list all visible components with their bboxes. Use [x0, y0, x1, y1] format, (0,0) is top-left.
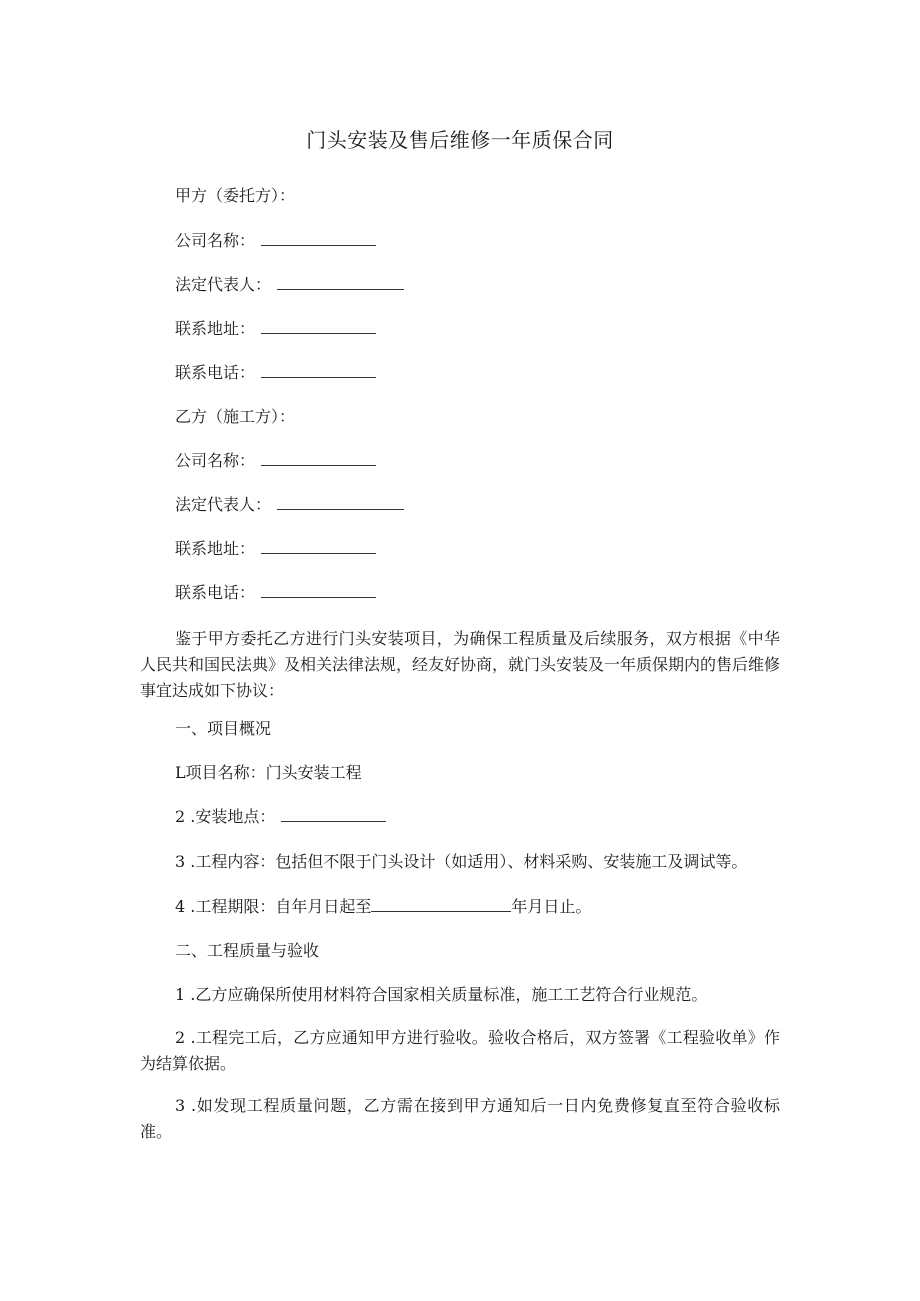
party-b-company-label: 公司名称： — [175, 451, 256, 470]
party-b-phone — [175, 583, 376, 603]
section1-item2-label: 2 .安装地点： — [175, 807, 276, 826]
party-a-heading: 甲方（委托方）： — [175, 186, 296, 205]
section1-heading: 一、项目概况 — [175, 719, 272, 738]
party-b-company — [175, 451, 376, 471]
party-b-heading: 乙方（施工方）： — [175, 407, 296, 426]
party-a-company-label: 公司名称： — [175, 231, 256, 250]
party-b-rep — [175, 495, 404, 515]
document-title: 门头安装及售后维修一年质保合同 — [306, 128, 614, 152]
party-a-address-label: 联系地址： — [175, 319, 256, 338]
section1-item2 — [175, 807, 386, 827]
party-a-company — [175, 231, 376, 251]
section1-item1: L项目名称：门头安装工程 — [175, 763, 362, 782]
install-location-blank — [281, 807, 386, 822]
party-b-phone-blank — [261, 583, 376, 598]
party-a-rep-blank — [277, 275, 404, 290]
party-a-rep-label: 法定代表人： — [175, 275, 272, 294]
party-b-company-blank — [261, 451, 376, 466]
section2-item3: 3 .如发现工程质量问题，乙方需在接到甲方通知后一日内免费修复直至符合验收标准。 — [140, 1096, 780, 1141]
party-a-address-blank — [261, 319, 376, 334]
period-blank — [371, 897, 511, 912]
party-a-address — [175, 319, 376, 339]
section2-item2: 2 .工程完工后，乙方应通知甲方进行验收。验收合格后，双方签署《工程验收单》作为结算依据。 — [140, 1028, 780, 1073]
party-b-address-label: 联系地址： — [175, 539, 256, 558]
party-b-rep-blank — [277, 495, 404, 510]
party-b-rep-label: 法定代表人： — [175, 495, 272, 514]
party-a-phone-label: 联系电话： — [175, 363, 256, 382]
section1-item4-end: 年月日止。 — [511, 897, 592, 916]
party-a-phone-blank — [261, 363, 376, 378]
party-b-address — [175, 539, 376, 559]
section1-item4-start: 4 .工程期限：自年月日起至 — [175, 897, 372, 916]
party-a-phone — [175, 363, 376, 383]
section1-item3: 3 .工程内容：包括但不限于门头设计（如适用）、材料采购、安装施工及调试等。 — [175, 852, 748, 871]
section1-item4 — [175, 897, 591, 917]
party-b-phone-label: 联系电话： — [175, 583, 256, 602]
section2-item1: 1 .乙方应确保所使用材料符合国家相关质量标准，施工工艺符合行业规范。 — [175, 985, 708, 1004]
section2-heading: 二、工程质量与验收 — [175, 941, 320, 960]
party-a-company-blank — [261, 231, 376, 246]
party-b-address-blank — [261, 539, 376, 554]
preamble-paragraph: 鉴于甲方委托乙方进行门头安装项目，为确保工程质量及后续服务，双方根据《中华人民共和国民法典》及相关法律法规，经友好协商，就门头安装及一年质保期内的售后维修事宜达成如下协议： — [140, 629, 781, 700]
party-a-rep — [175, 275, 404, 295]
